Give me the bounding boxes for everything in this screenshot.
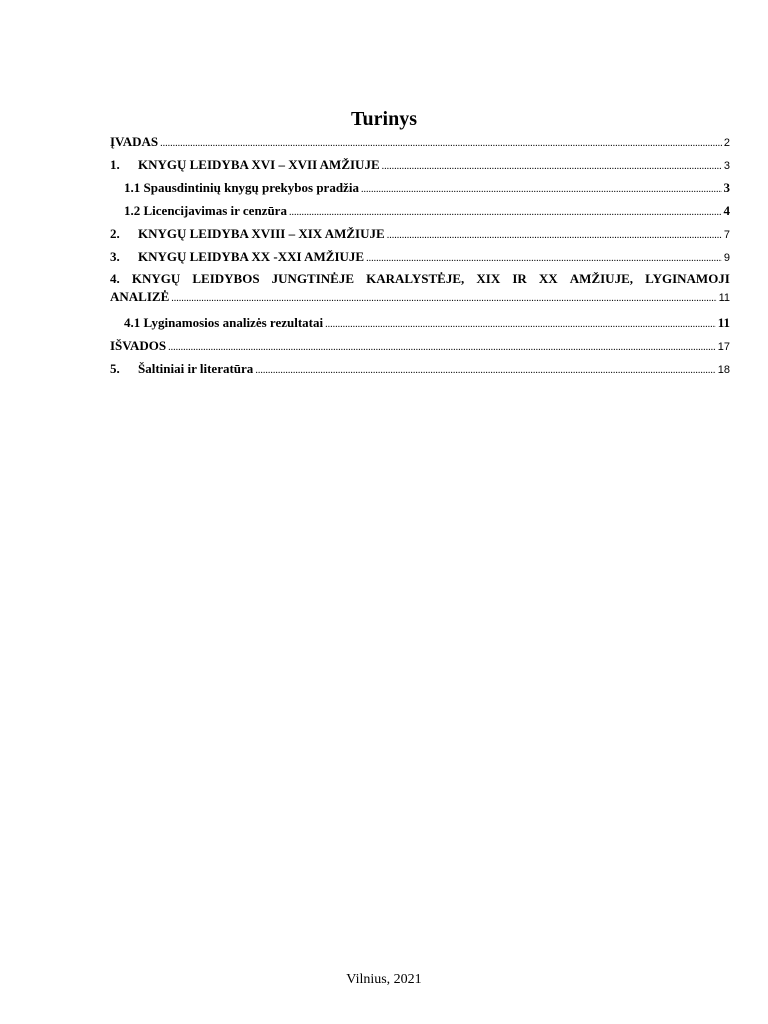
toc-page-number: 17 (717, 341, 730, 353)
toc-entry-number: 4. (110, 271, 120, 286)
toc-entry-number: 5. (110, 361, 120, 376)
toc-page-number: 11 (718, 292, 730, 304)
toc-entry-word: KARALYSTĖJE, (366, 271, 465, 286)
toc-entry-label: IŠVADOS (110, 338, 167, 353)
toc-entry-2[interactable] (110, 222, 730, 245)
toc-entry-label: Šaltiniai ir literatūra (138, 361, 254, 376)
toc-page-number: 2 (723, 137, 730, 149)
toc-entry-label: KNYGŲ LEIDYBA XVIII – XIX AMŽIUJE (138, 226, 385, 241)
toc-leader-dots (289, 201, 722, 224)
toc-entry-word: LEIDYBOS (192, 271, 260, 286)
toc-entry-label: 1.2 Licencijavimas ir cenzūra (124, 203, 287, 218)
toc-entry-word: XX (538, 271, 558, 286)
toc-entry-4-1[interactable] (110, 311, 730, 334)
toc-entry-label: KNYGŲ LEIDYBA XVI – XVII AMŽIUJE (138, 157, 380, 172)
toc-leader-dots (160, 132, 722, 155)
toc-entry-1-1[interactable] (110, 176, 730, 199)
toc-entry-number: 2. (110, 226, 120, 241)
toc-entry-number: 1. (110, 157, 120, 172)
toc-page-number: 3 (723, 180, 730, 195)
toc-entry-word: AMŽIUJE, (569, 271, 633, 286)
toc-entry-word: XIX (476, 271, 501, 286)
table-of-contents (110, 130, 730, 380)
toc-page-number: 18 (717, 364, 730, 376)
toc-entry-word: LYGINAMOJI (645, 271, 730, 286)
toc-leader-dots (325, 313, 716, 336)
toc-entry-label: 1.1 Spausdintinių knygų prekybos pradžia (124, 180, 359, 195)
toc-entry-5[interactable] (110, 357, 730, 380)
toc-entry-label: 4.1 Lyginamosios analizės rezultatai (124, 315, 324, 330)
toc-entry-ivadas[interactable] (110, 130, 730, 153)
toc-entry-3[interactable] (110, 245, 730, 268)
toc-leader-dots (366, 247, 722, 270)
toc-entry-isvados[interactable] (110, 334, 730, 357)
toc-entry-number: 3. (110, 249, 120, 264)
toc-leader-dots (255, 359, 715, 382)
toc-entry-line (110, 289, 730, 305)
toc-entry-1[interactable] (110, 153, 730, 176)
toc-entry-label: KNYGŲ LEIDYBA XX -XXI AMŽIUJE (138, 249, 365, 264)
toc-page-number: 4 (723, 203, 730, 218)
toc-page-number: 7 (723, 229, 730, 241)
toc-page-number: 9 (723, 252, 730, 264)
toc-entry-word: KNYGŲ (131, 271, 181, 286)
toc-entry-label: ĮVADAS (110, 134, 159, 149)
toc-entry-1-2[interactable] (110, 199, 730, 222)
toc-page-number: 11 (717, 315, 730, 330)
toc-leader-dots (168, 336, 716, 359)
page-footer: Vilnius, 2021 (346, 972, 422, 987)
toc-leader-dots (171, 291, 716, 307)
toc-entry-word: IR (512, 271, 527, 286)
toc-entry-line (110, 268, 730, 289)
toc-page-number: 3 (723, 160, 730, 172)
toc-leader-dots (361, 178, 722, 201)
toc-leader-dots (382, 155, 722, 178)
toc-entry-label: ANALIZĖ (110, 289, 170, 304)
toc-entry-4[interactable] (110, 268, 730, 305)
toc-leader-dots (387, 224, 722, 247)
toc-entry-word: JUNGTINĖJE (271, 271, 355, 286)
toc-title: Turinys (351, 108, 417, 130)
